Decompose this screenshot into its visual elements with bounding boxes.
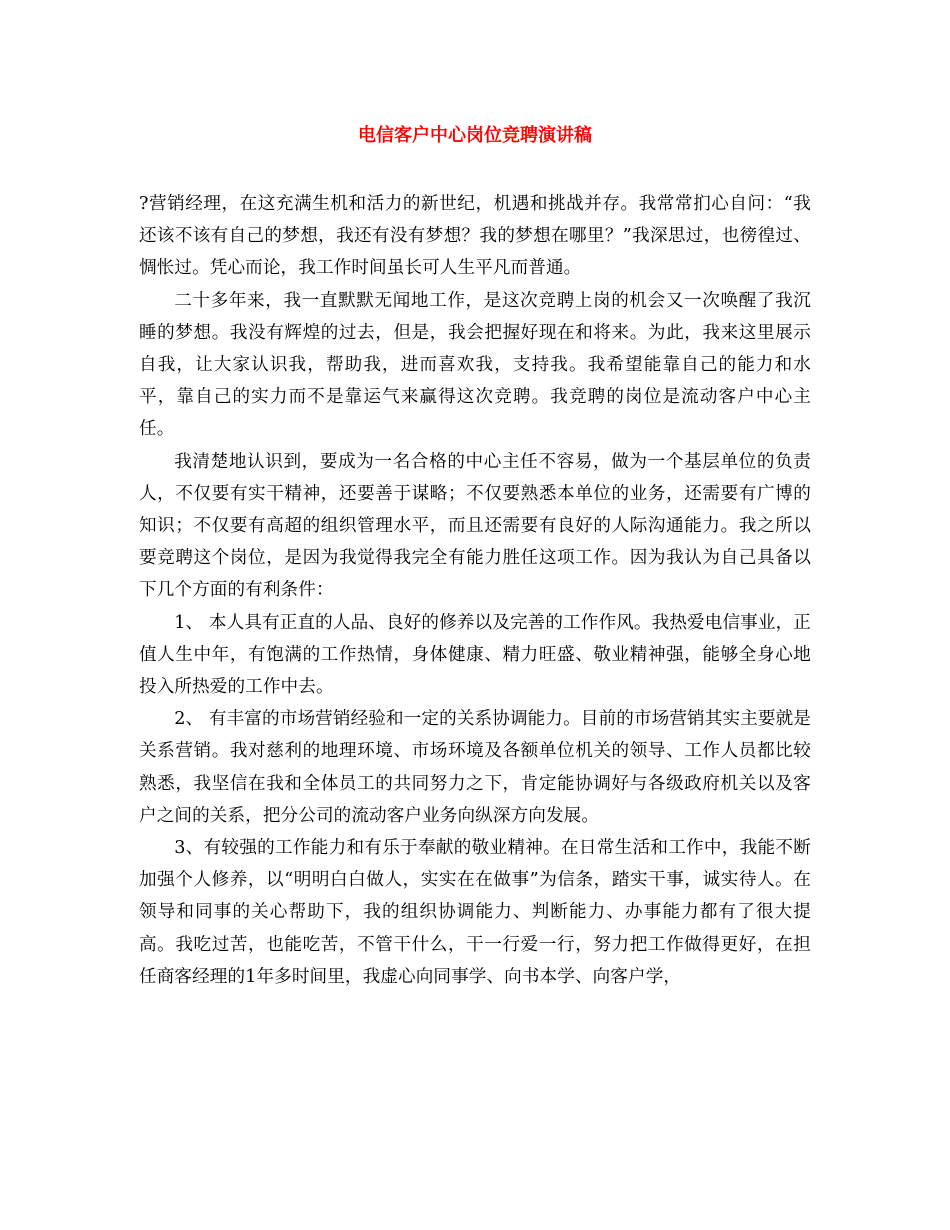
paragraph-condition-3: 3、有较强的工作能力和有乐于奉献的敬业精神。在日常生活和工作中，我能不断加强个人修养，以“明明白白做人，实实在在做事”为信条，踏实干事，诚实待人。在领导和同事的关心帮助下，我的组织协调能力、判断能力、办事能力都有了很大提高。我吃过苦，也能吃苦，不管干什么，干一行爱一行，努力把工作做得更好，在担任商客经理的1年多时间里，我虚心向同事学、向书本学、向客户学， bbox=[139, 838, 811, 987]
document-body bbox=[139, 188, 811, 993]
paragraph-condition-1: 1、 本人具有正直的人品、良好的修养以及完善的工作作风。我热爱电信事业，正值人生中年，有饱满的工作热情，身体健康、精力旺盛、敬业精神强，能够全身心地投入所热爱的工作中去。 bbox=[139, 612, 811, 698]
document-title: 电信客户中心岗位竞聘演讲稿 bbox=[358, 125, 592, 146]
paragraph-role-understanding: 我清楚地认识到，要成为一名合格的中心主任不容易，做为一个基层单位的负责人，不仅要有实干精神，还要善于谋略；不仅要熟悉本单位的业务，还需要有广博的知识；不仅要有高超的组织管理水平，而且还需要有良好的人际沟通能力。我之所以要竞聘这个岗位，是因为我觉得我完全有能力胜任这项工作。因为我认为自己具备以下几个方面的有利条件： bbox=[139, 451, 811, 601]
paragraph-opening: ?营销经理，在这充满生机和活力的新世纪，机遇和挑战并存。我常常扪心自问：“我还该不该有自己的梦想，我还有没有梦想？我的梦想在哪里？”我深思过，也徬徨过、惆怅过。凭心而论，我工作时间虽长可人生平凡而普通。 bbox=[139, 194, 811, 279]
paragraph-condition-2: 2、 有丰富的市场营销经验和一定的关系协调能力。目前的市场营销其实主要就是关系营销。我对慈利的地理环境、市场环境及各额单位机关的领导、工作人员都比较熟悉，我坚信在我和全体员工的共同努力之下，肯定能协调好与各级政府机关以及客户之间的关系，把分公司的流动客户业务向纵深方向发展。 bbox=[139, 709, 811, 826]
paragraph-two-decades: 二十多年来，我一直默默无闻地工作，是这次竞聘上岗的机会又一次唤醒了我沉睡的梦想。我没有辉煌的过去，但是，我会把握好现在和将来。为此，我来这里展示自我，让大家认识我，帮助我，进而喜欢我，支持我。我希望能靠自己的能力和水平，靠自己的实力而不是靠运气来赢得这次竞聘。我竞聘的岗位是流动客户中心主任。 bbox=[139, 290, 811, 440]
